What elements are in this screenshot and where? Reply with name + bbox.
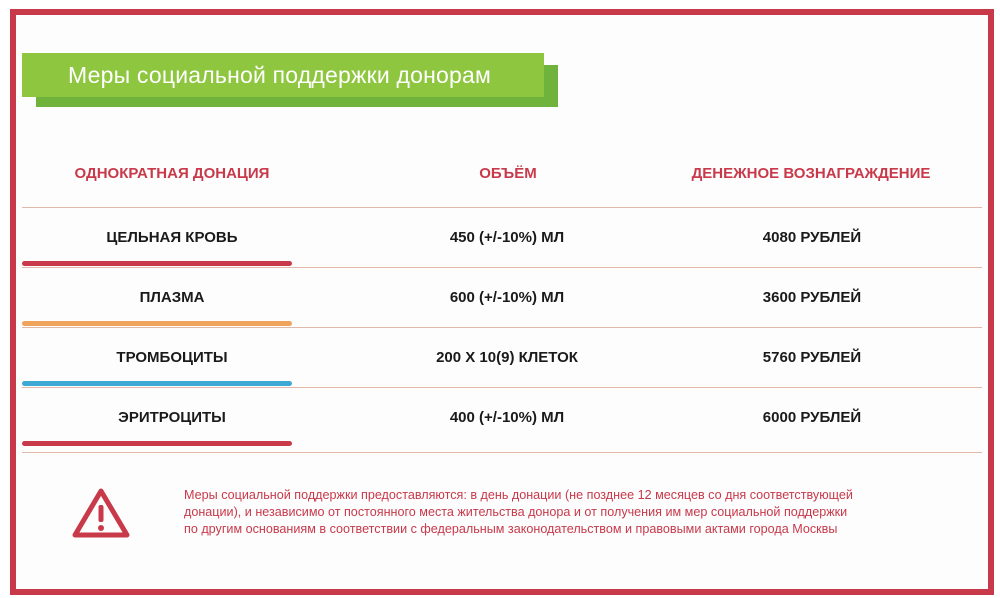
note-line: по другим основаниям в соответствии с федеральным законодательством и правовыми актами города Москвы [184,522,838,536]
table-row [22,327,982,386]
header-donation-type: ОДНОКРАТНАЯ ДОНАЦИЯ [74,165,270,182]
title-banner [22,53,544,103]
slide-frame [10,9,994,595]
donation-type: ПЛАЗМА [139,289,205,306]
row-accent-bar [22,261,292,266]
donation-volume: 600 (+/-10%) МЛ [449,289,565,306]
donation-reward: 6000 РУБЛЕЙ [762,409,862,426]
row-accent-bar [22,441,292,446]
table-row [22,267,982,326]
donation-type: ЦЕЛЬНАЯ КРОВЬ [106,229,238,246]
table-row [22,387,982,446]
donation-reward: 3600 РУБЛЕЙ [762,289,862,306]
note-line: донации), и независимо от постоянного места жительства донора и от получения им мер социальной поддержки [184,505,848,519]
title-box [22,53,544,97]
row-divider [22,327,982,328]
row-divider [22,267,982,268]
note-line: Меры социальной поддержки предоставляются: в день донации (не позднее 12 месяцев со дня соответствующей [184,488,853,502]
donation-volume: 400 (+/-10%) МЛ [449,409,565,426]
row-accent-bar [22,321,292,326]
table-header-row [22,165,982,189]
header-volume: ОБЪЁМ [479,165,537,182]
header-reward: ДЕНЕЖНОЕ ВОЗНАГРАЖДЕНИЕ [691,165,931,182]
support-note [184,487,964,538]
row-accent-bar [22,381,292,386]
donation-type: ТРОМБОЦИТЫ [116,349,228,366]
donation-type: ЭРИТРОЦИТЫ [118,409,226,426]
row-divider [22,387,982,388]
donation-reward: 5760 РУБЛЕЙ [762,349,862,366]
table-bottom-divider [22,452,982,453]
warning-icon [72,487,130,539]
donation-reward: 4080 РУБЛЕЙ [762,229,862,246]
donation-volume: 450 (+/-10%) МЛ [449,229,565,246]
table-row [22,207,982,266]
row-divider [22,207,982,208]
donation-volume: 200 Х 10(9) КЛЕТОК [436,349,578,366]
page-title: Меры социальной поддержки донорам [68,61,491,88]
